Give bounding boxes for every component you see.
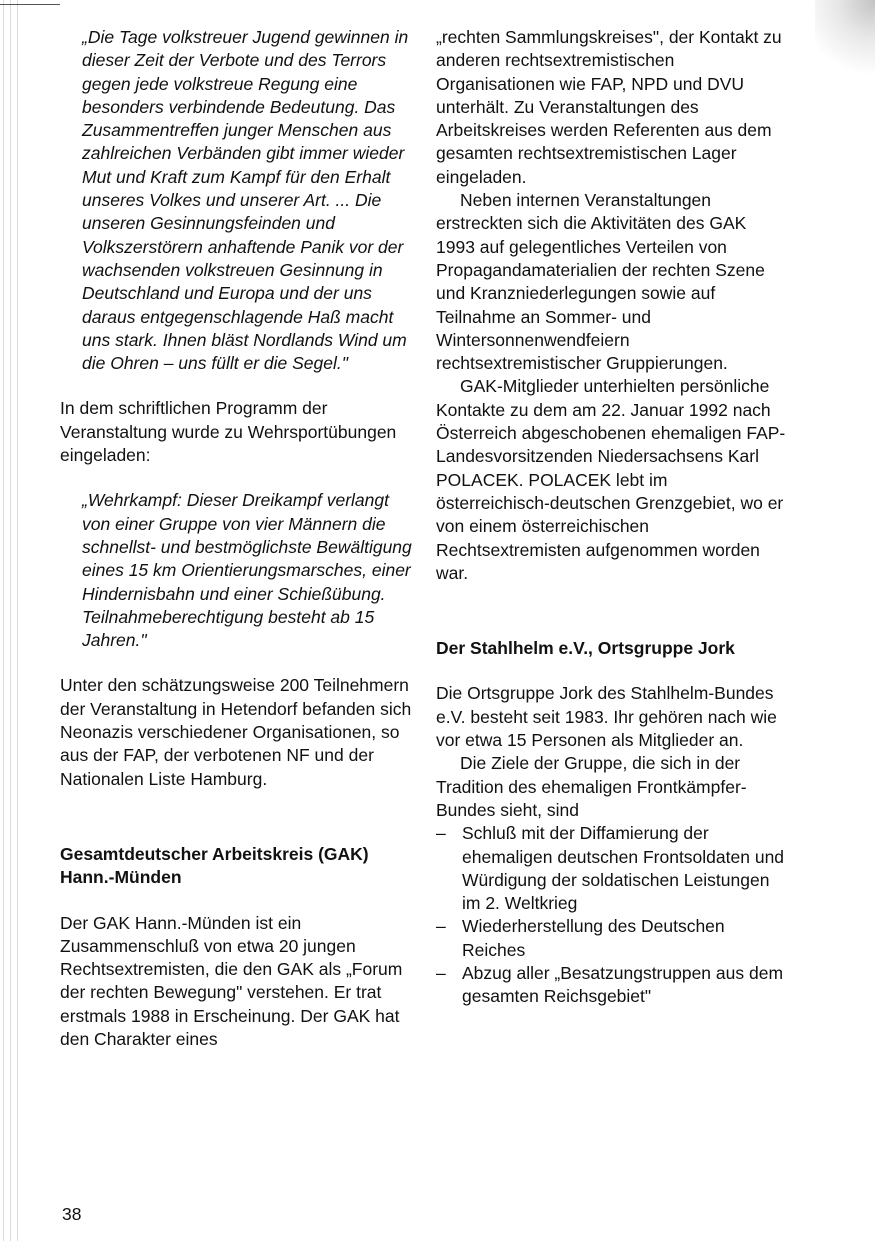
heading-stahlhelm: Der Stahlhelm e.V., Ortsgruppe Jork bbox=[436, 638, 735, 659]
quote-volkstreue-jugend: „Die Tage volkstreuer Jugend gewinnen in dieser Zeit der Verbote und des Terrors gegen jede volkstreue Regung eine besonders verbindende Bedeutung. Das Zusammentreffen junger Menschen aus zahlreichen Verbänden gibt immer wieder Mut und Kraft zum Kampf für den Erhalt unseres Volkes und unserer Art. ... Die unseren Gesinnungsfeinden und Volkszerstörern anhaftende Panik vor der wachsenden volkstreuen Gesinnung in Deutschland und Europa und der uns daraus entgegenschlagende Haß macht uns stark. Ihnen bläst Nordlands Wind um die Ohren – uns füllt er die Segel." bbox=[82, 27, 409, 374]
list-item: – Schluß mit der Diffamierung der ehemaligen deutschen Frontsoldaten und Würdigung der soldatischen Leistungen im 2. Weltkrieg bbox=[436, 822, 786, 915]
left-column bbox=[60, 26, 412, 1051]
paragraph-gak-intro: Der GAK Hann.-Münden ist ein Zusammenschluß von etwa 20 jungen Rechtsextremisten, die den GAK als „Forum der rechten Bewegung" verstehen. Er trat erstmals 1988 in Erscheinung. Der GAK hat den Charakter eines bbox=[60, 912, 403, 1049]
paragraph-ziele: Die Ziele der Gruppe, die sich in der Tradition des ehemaligen Frontkämpfer-Bundes sieht, sind bbox=[436, 753, 747, 820]
list-item: – Abzug aller „Besatzungstruppen aus dem gesamten Reichsgebiet" bbox=[436, 962, 786, 1009]
right-column bbox=[436, 26, 786, 1009]
quote-wehrkampf: „Wehrkampf: Dieser Dreikampf verlangt von einer Gruppe von vier Männern die schnellst- und bestmöglichste Bewältigung eines 15 km Orientierungsmarsches, einer Hindernisbahn und einer Schießübung. Teilnahmeberechtigung besteht ab 15 Jahren." bbox=[82, 490, 412, 651]
goals-list bbox=[436, 822, 786, 1008]
paragraph-aktivitaeten: Neben internen Veranstaltungen erstreckten sich die Aktivitäten des GAK 1993 auf gelegentliches Verteilen von Propagandamaterialien der rechten Szene und Kranzniederlegungen sowie auf Teilnahme an Sommer- und Wintersonnenwendfeiern rechtsextremistischer Gruppierungen. bbox=[436, 190, 765, 374]
paragraph-sammlungskreis: „rechten Sammlungskreises", der Kontakt zu anderen rechtsextremistischen Organisationen wie FAP, NPD und DVU unterhält. Zu Veranstaltungen des Arbeitskreises werden Referenten aus dem gesamten rechtsextremistischen Lager eingeladen. bbox=[436, 27, 782, 187]
scan-top-line bbox=[0, 4, 60, 5]
list-item: – Wiederherstellung des Deutschen Reiches bbox=[436, 915, 786, 962]
scan-corner-shadow bbox=[815, 0, 875, 90]
paragraph-programm: In dem schriftlichen Programm der Veranstaltung wurde zu Wehrsportübungen eingeladen: bbox=[60, 398, 397, 466]
scan-binding-edge bbox=[0, 0, 22, 1241]
heading-gak: Gesamtdeutscher Arbeitskreis (GAK) Hann.-Münden bbox=[60, 843, 369, 888]
page-number: 38 bbox=[62, 1204, 82, 1224]
paragraph-ortsgruppe: Die Ortsgruppe Jork des Stahlhelm-Bundes e.V. besteht seit 1983. Ihr gehören nach wie vor etwa 15 Personen als Mitglieder an. bbox=[436, 683, 777, 751]
paragraph-teilnehmer: Unter den schätzungsweise 200 Teilnehmern der Veranstaltung in Hetendorf befanden sich Neonazis verschiedener Organisationen, so aus der FAP, der verbotenen NF und der Nationalen Liste Hamburg. bbox=[60, 675, 412, 789]
paragraph-kontakte: GAK-Mitglieder unterhielten persönliche Kontakte zu dem am 22. Januar 1992 nach Österreich abgeschobenen ehemaligen FAP-Landesvorsitzenden Niedersachsens Karl POLACEK. POLACEK lebt im österreichisch-deutschen Grenzgebiet, wo er von einem österreichischen Rechtsextremisten aufgenommen worden war. bbox=[436, 376, 786, 583]
